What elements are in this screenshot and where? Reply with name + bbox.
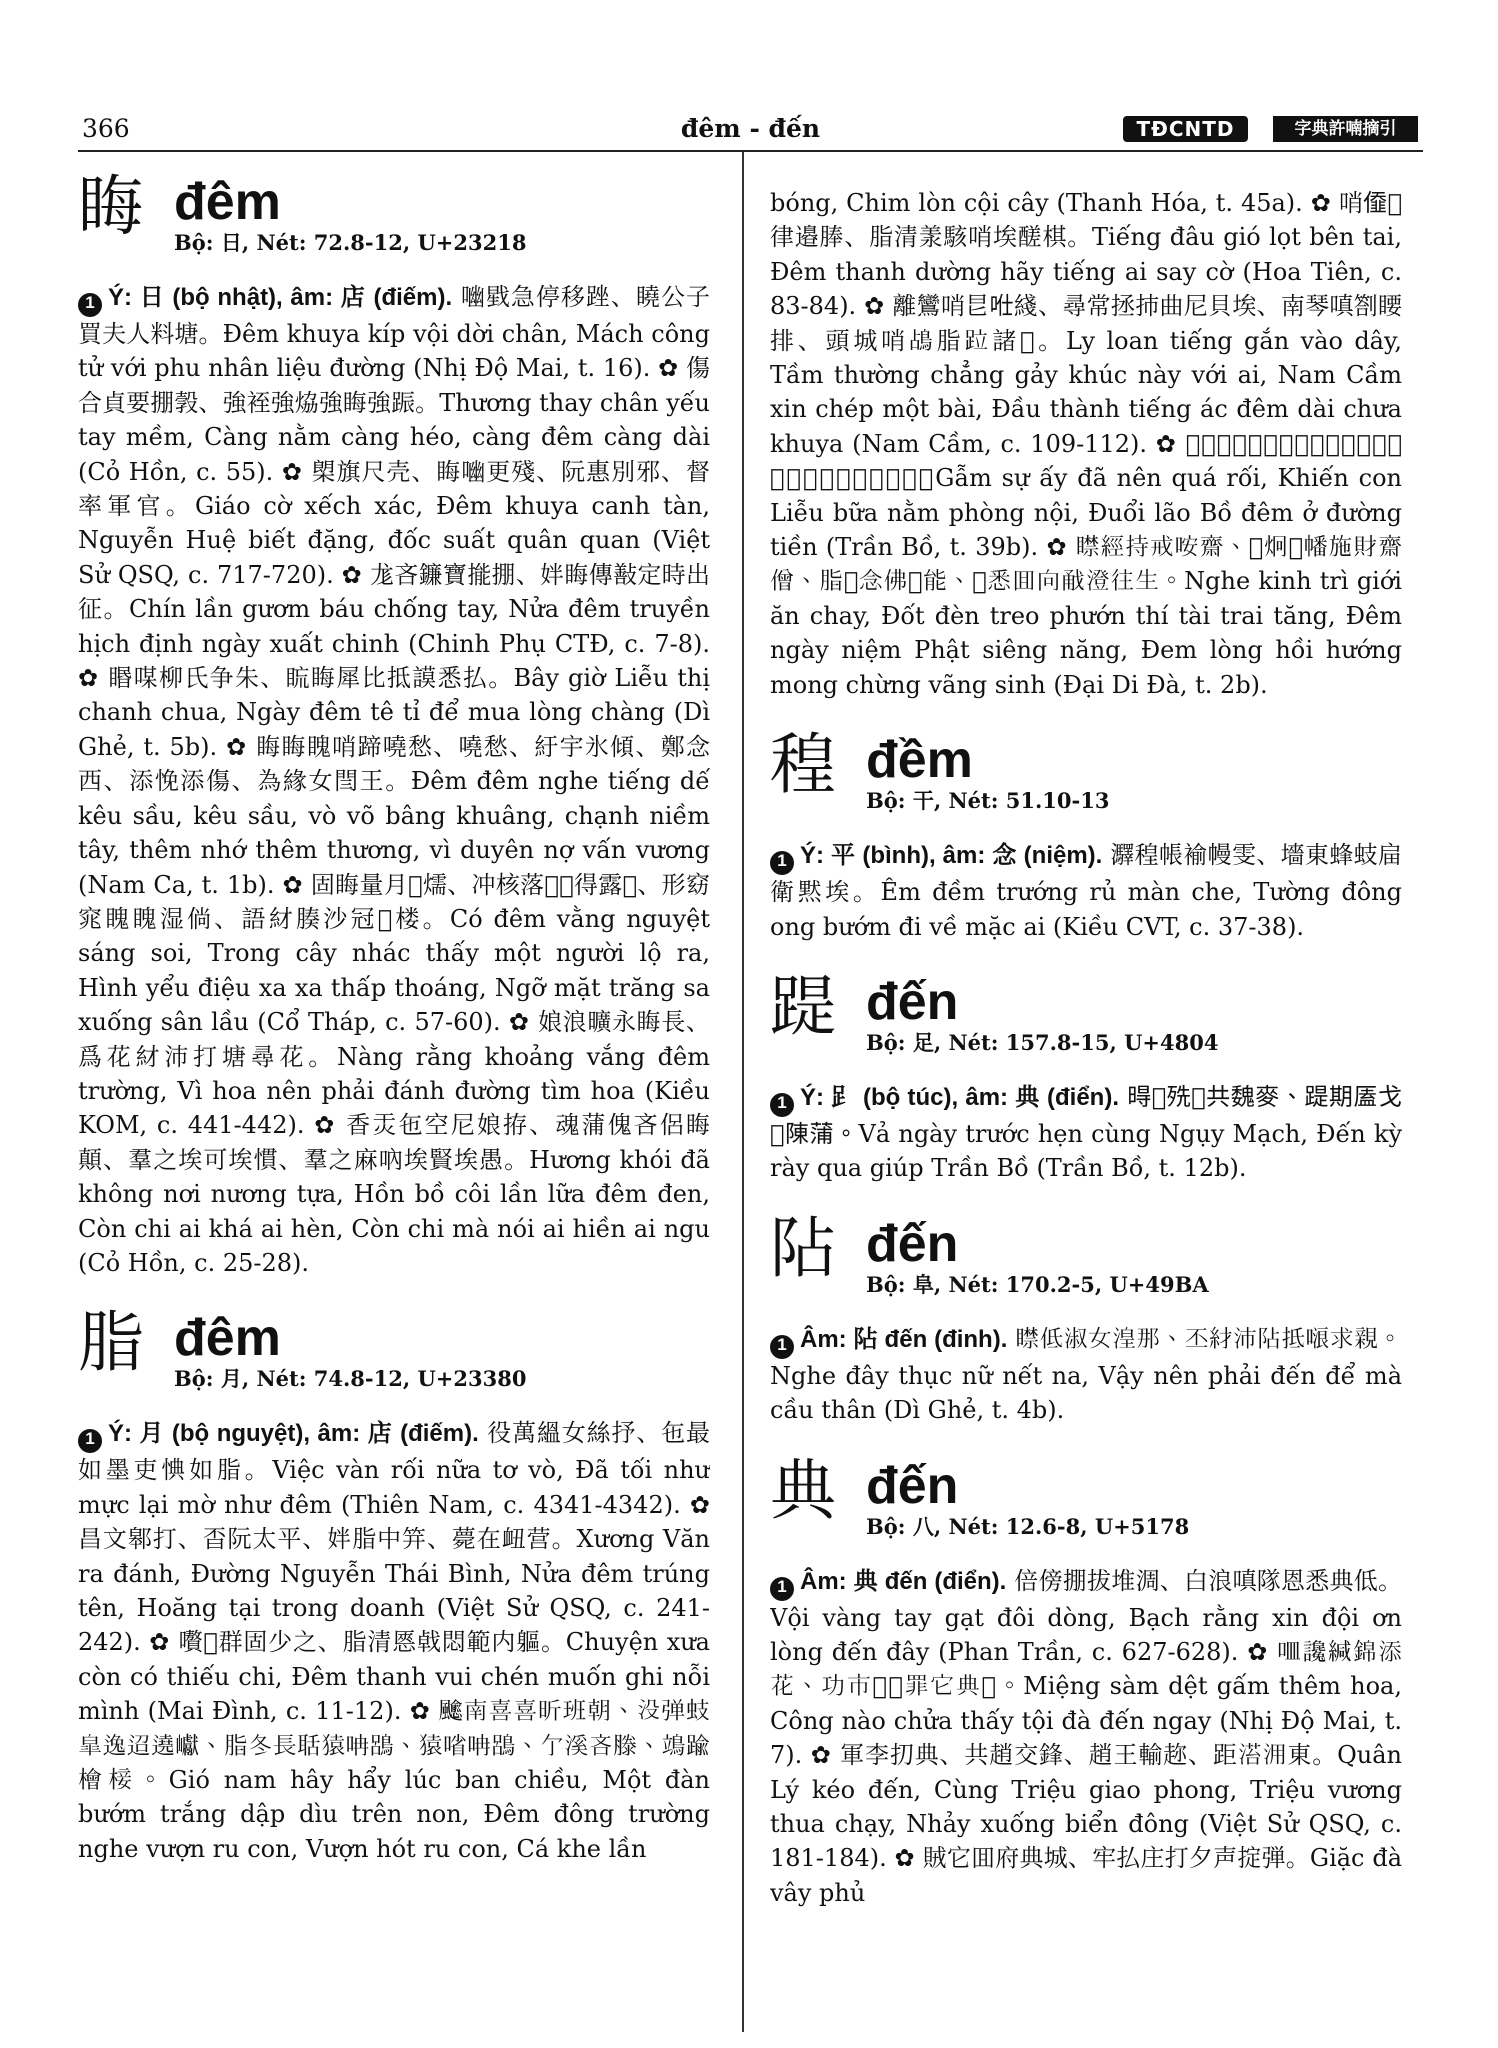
entry-text: 倍傍掤拔堆淍、白浪嗔隊恩悉典低。Vội vàng tay gạt đôi dòng, Bạch rằng xin đội ơn lòng đến đây (Phan Trần, c. 627-628). ✿ 𠰘讒緘錦添花、功市𤁕𣦍罪它典𤴬。Miệng sàm dệt gấm thêm hoa, Công nào chửa thấy tội đà đến ngay (Nhị Độ Mai, t. 7). ✿ 軍李㧅典、共趙交鋒、趙王輸趂、距𣹓𣳔東。Quân Lý kéo đến, Cùng Triệu giao phong, Triệu vương thua chạy, Nhảy xuống biển đông (Việt Sử QSQ, c. 181-184). ✿ 賊它囬府典城、牢払庄打夕声掟弾。Giặc đà vây phủ xyxy=(770,1566,1402,1907)
continued-entry-text: bóng, Chim lòn cội cây (Thanh Hóa, t. 45a). ✿ 哨𠎷𤞦律邉䏾、脂清羕駭哨埃醝棋。Tiếng đâu gió lọt bên tai, Đêm thanh dường hãy tiếng ai say cờ (Hoa Tiên, c. 83-84). ✿ 離鸞哨㫐𠱊綫、尋常拯㧊曲尼貝埃、南琴嗔劄䁏排、頭城哨𪀄脂𨀎諸𣋚。Ly loan tiếng gắn vào dây, Tầm thường chẳng gảy khúc này với ai, Nam Cầm xin chép một bài, Đầu thành tiếng ác đêm dài chưa khuya (Nam Cầm, c. 109-112). ✿ 𡁞事意㐌𢤞過紂、遣𪁳柳䫋䘭房内、㨂老蒲脂𧿨堂前。Gẫm sự ấy đã nên quá rối, Khiến con Liễu bữa nằm phòng nội, Đuổi lão Bồ đêm ở đường tiền (Trần Bồ, t. 39b). ✿ 𥋴經持戒咹齋、𤇮炯𢭲幡施財齋僧、脂𦖑念佛𠢞能、𠓨悉囬向㦷澄往生。Nghe kinh trì giới ăn chay, Đốt đèn treo phướn thí tài trai tăng, Đêm ngày niệm Phật siêng năng, Đem lòng hồi hướng mong chừng vãng sinh (Đại Di Đà, t. 2b). xyxy=(770,189,1402,699)
entry-text: 役萬縕女絲抒、㐌最如墨吏㥏如脂。Việc vàn rối nữa tơ vò, Đã tối như mực lại mờ như đêm (Thiên Nam, c. 4341-4342). ✿ 昌文䣗打、㫘阮太平、姅脂中笄、薨在衄营。Xương Văn ra đánh, Đường Nguyễn Thái Bình, Nửa đêm trúng tên, Hoăng tại trong doanh (Việt Sử QSQ, c. 241-242). ✿ 嚽𥋳群固少之、脂清㥦㦸悶範内軀。Chuyện xưa còn có thiếu chi, Đêm thanh vui chén muốn ghi nỗi mình (Mai Đình, c. 11-12). ✿ 𩙍南喜喜昕班朝、没弹蚑皐逸迢遶巘、脂冬長聒猿呥𪁳、猿㗂呥𪁳、亇溪吝滕、鴗踰檜椄。Gió nam hây hẩy lúc ban chiều, Một đàn bướm trắng dập dìu trên non, Đêm đông trường nghe vượn ru con, Vượn hót ru con, Cá khe lần xyxy=(78,1419,710,1863)
entry-body xyxy=(770,1080,1402,1186)
sense-number-icon: 1 xyxy=(770,1577,794,1601)
sense-label: Âm: 典 đến (điển). xyxy=(800,1567,1007,1595)
entry-body xyxy=(770,838,1402,944)
entry-body xyxy=(770,1322,1402,1428)
dictionary-entry xyxy=(770,726,1402,944)
entry-headword: đến xyxy=(866,1214,959,1273)
column-divider xyxy=(742,152,744,2032)
sense-label: Ý: 日 (bộ nhật), âm: 店 (điếm). xyxy=(108,284,453,311)
entry-body xyxy=(78,280,710,1280)
left-column xyxy=(78,162,710,2032)
entry-text: 㶠䅣帳褕幔雯、墻東蜂蚑㧂衛黙埃。Êm đềm trướng rủ màn che, Tường đông ong bướm đi về mặc ai (Kiều CVT, c. 37-38). xyxy=(770,841,1402,941)
entry-character: 脂 xyxy=(78,1304,144,1382)
entry-text: 𣈜𦖑㱡𥆾共魏麥、踶期㕎戈𣋾陳蒲。Vả ngày trước hẹn cùng Ngụy Mạch, Đến kỳ rày qua giúp Trần Bồ (Trần Bồ, t. 12b). xyxy=(770,1082,1402,1183)
entry-body xyxy=(770,1564,1402,1911)
sense-label: Ý: 月 (bộ nguyệt), âm: 店 (điếm). xyxy=(108,1420,479,1448)
sense-label: Ý: 𧾷 (bộ túc), âm: 典 (điển). xyxy=(800,1083,1120,1111)
page-header xyxy=(78,110,1423,146)
entry-text: 𥋴低淑女湟那、丕䊷沛阽抵𠺘求親。Nghe đây thục nữ nết na, Vậy nên phải đến để mà cầu thân (Dì Ghẻ, t. 4b). xyxy=(770,1324,1402,1425)
entry-headword: đềm xyxy=(866,731,973,790)
entry-text: 㗀戥急停移䟶、䁱公子買夫人料塘。Đêm khuya kíp vội dời chân, Mách công tử với phu nhân liệu đường (Nhị Độ Mai, t. 16). ✿ 傷合貞要掤㝅、強䘭強㶸強䀲強䟴。Thương thay chân yếu tay mềm, Càng nằm càng héo, càng đêm càng dài (Cỏ Hồn, c. 55). ✿ 㮾旗尺壳、䀲㗀更殘、阮惠別邪、督率軍官。Giáo cờ xếch xác, Đêm khuya canh tàn, Nguyễn Huệ biết đặng, đốc suất quân quan (Việt Sử QSQ, c. 717-720). ✿ 尨吝鐮寶㨢掤、姅䀲傳㪨定時出征。Chín lần gươm báu chống tay, Nửa đêm truyền hịch định ngày xuất chinh (Chinh Phụ CTĐ, c. 7-8). ✿ 䁕㖼柳氏争朱、䀮䀲犀比抵謨悉払。Bây giờ Liễu thị chanh chua, Ngày đêm tê tỉ để mua lòng chàng (Dì Ghẻ, t. 5b). ✿ 䀲䀲䁛哨蹄嘵愁、嘵愁、紆宇氷傾、鄭念西、添悗添傷、為緣女閆王。Đêm đêm nghe tiếng dế kêu sầu, kêu sầu, vò võ bâng khuâng, chạnh niềm tây, thêm nhớ thêm thương, vì duyên nợ vấn vương (Nam Ca, t. 1b). ✿ 固䀲量月𤑟燸、冲核落𦣰𡬷得露𦲰、形窈窕䁛䁛湿倘、語䊷腠沙冠𣟺楼。Có đêm vằng nguyệt sáng soi, Trong cây nhác thấy một người lộ ra, Hình yểu điệu xa xa thấp thoáng, Ngỡ mặt trăng sa xuống sân lầu (Cổ Tháp, c. 57-60). ✿ 娘浪曠永䀲長、爲花䊷沛打塘尋花。Nàng rằng khoảng vắng đêm trường, Vì hoa nên phải đánh đường tìm hoa (Kiều KOM, c. 441-442). ✿ 香㶣㐌空尼娘拵、魂蒲傀吝侶䀲顛、羣之埃可埃慣、羣之麻吶埃賢埃愚。Hương khói đã không nơi nương tựa, Hồn bồ côi lần lữa đêm đen, Còn chi ai khá ai hèn, Còn chi mà nói ai hiền ai ngu (Cỏ Hồn, c. 25-28). xyxy=(78,283,710,1277)
dictionary-entry xyxy=(770,1210,1402,1428)
entry-character: 䀲 xyxy=(78,168,144,245)
page-number: 366 xyxy=(82,114,130,143)
dictionary-entry xyxy=(78,1304,710,1866)
entry-radical-info: Bộ: 阜, Nét: 170.2-5, U+49BA xyxy=(866,1271,1209,1297)
entry-headword: đêm xyxy=(174,1309,281,1368)
sense-number-icon: 1 xyxy=(78,293,102,317)
entry-radical-info: Bộ: 月, Nét: 74.8-12, U+23380 xyxy=(174,1366,527,1392)
sense-number-icon: 1 xyxy=(770,1335,794,1359)
entry-body xyxy=(78,1416,710,1866)
entry-headword: đến xyxy=(866,972,959,1031)
entry-character: 典 xyxy=(770,1451,836,1529)
sense-number-icon: 1 xyxy=(78,1429,102,1453)
entry-radical-info: Bộ: 日, Nét: 72.8-12, U+23218 xyxy=(174,230,527,255)
entry-headword: đến xyxy=(866,1456,959,1515)
dictionary-badge: TĐCNTD xyxy=(1123,116,1248,142)
entry-radical-info: Bộ: 八, Nét: 12.6-8, U+5178 xyxy=(866,1513,1190,1539)
running-headwords: đêm - đến xyxy=(680,114,821,143)
entry-character: 踶 xyxy=(770,967,836,1045)
entry-character: 䅣 xyxy=(770,726,836,804)
header-rule xyxy=(78,150,1423,152)
entry-character: 阽 xyxy=(770,1209,836,1287)
sense-number-icon: 1 xyxy=(770,851,794,875)
dictionary-logo: 字典許喃摘引 xyxy=(1273,116,1418,142)
sense-number-icon: 1 xyxy=(770,1093,794,1117)
sense-label: Ý: 平 (bình), âm: 念 (niệm). xyxy=(800,842,1103,870)
right-column xyxy=(770,162,1402,2032)
dictionary-entry xyxy=(770,1452,1402,1911)
entry-radical-info: Bộ: 足, Nét: 157.8-15, U+4804 xyxy=(866,1029,1219,1055)
dictionary-entry xyxy=(770,968,1402,1186)
entry-radical-info: Bộ: 干, Nét: 51.10-13 xyxy=(866,788,1110,814)
dictionary-entry xyxy=(78,168,710,1280)
sense-label: Âm: 阽 đến (đinh). xyxy=(800,1325,1008,1353)
entry-headword: đêm xyxy=(174,173,281,231)
